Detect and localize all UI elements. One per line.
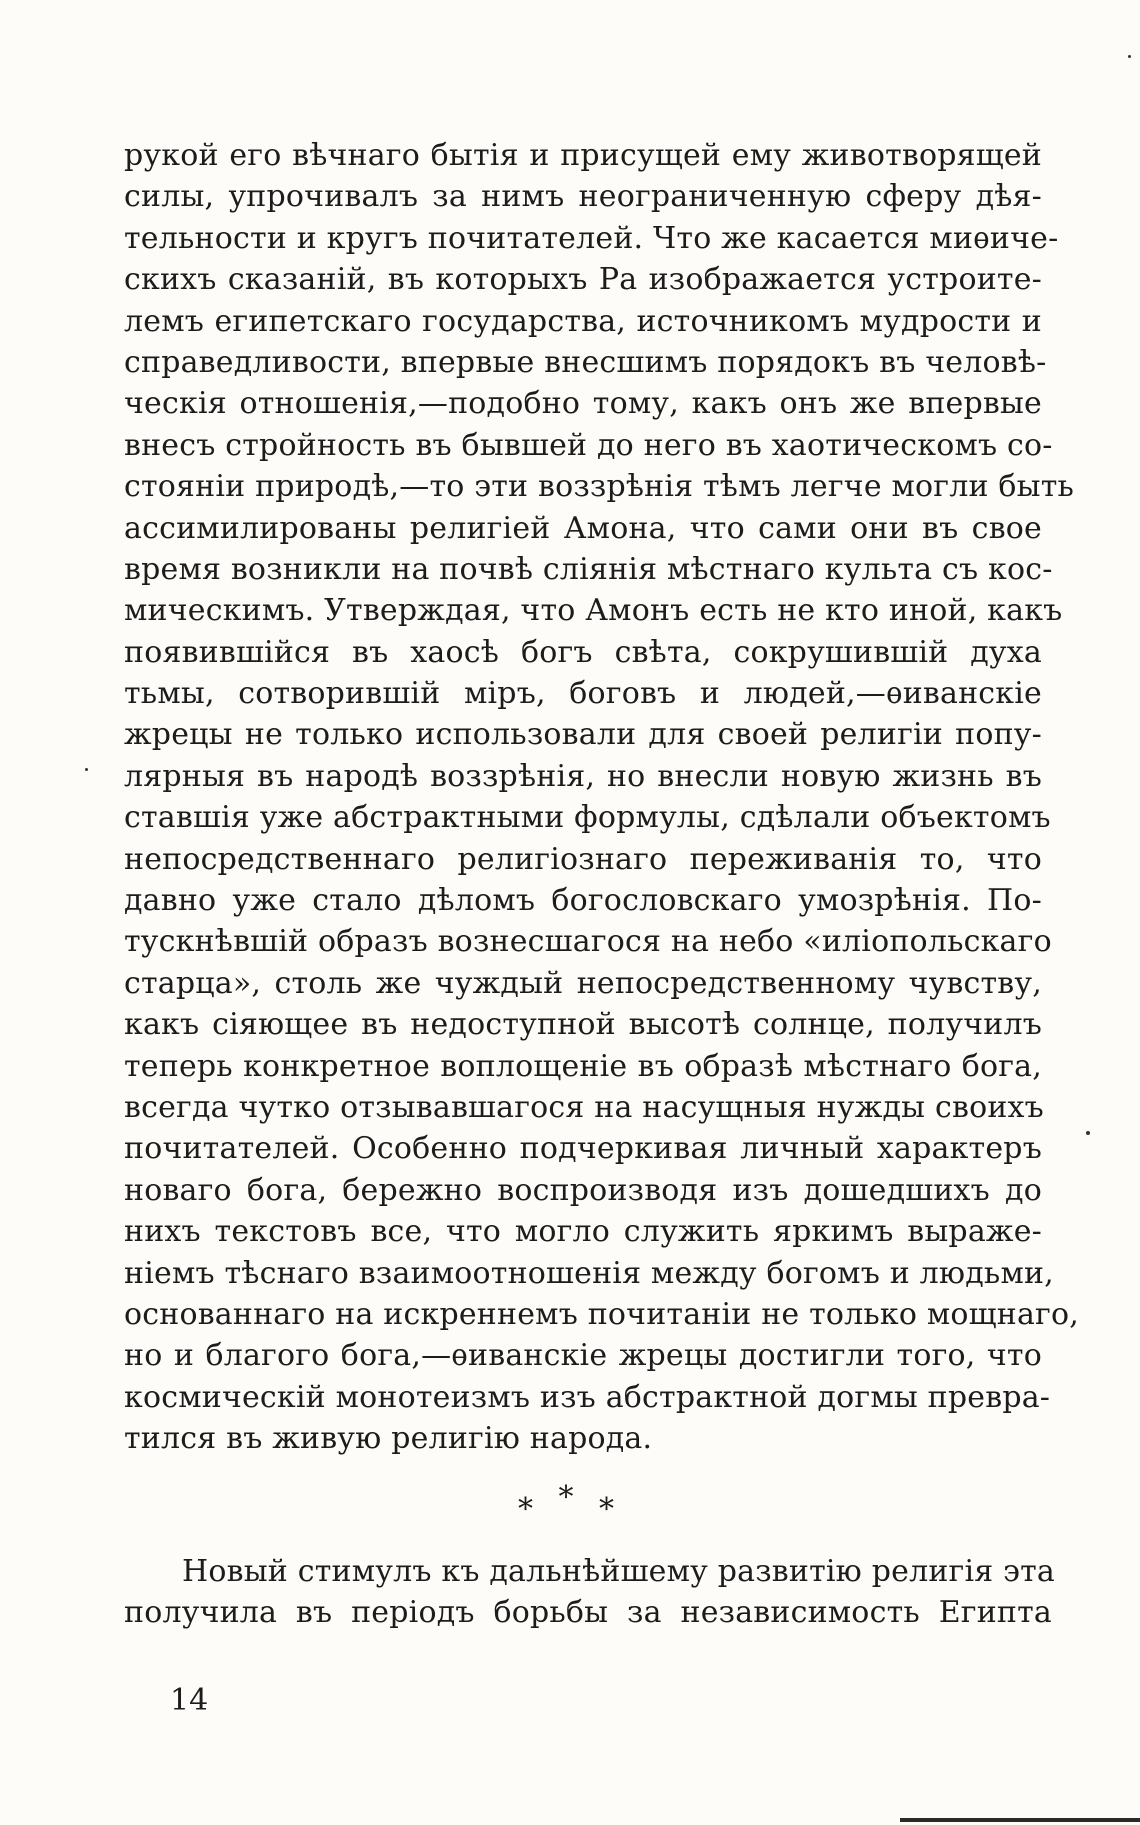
- text-line: мическимъ. Утверждая, что Амонъ есть не кто иной, какъ: [124, 593, 1063, 629]
- ink-speck: [1086, 1131, 1090, 1135]
- text-line: стояніи природѣ,—то эти воззрѣнія тѣмъ легче могли быть: [124, 469, 1075, 505]
- text-line: новаго бога, бережно воспроизводя изъ дошедшихъ до: [124, 1172, 1042, 1208]
- text-line: нихъ текстовъ все, что могло служить яркимъ выраже-: [124, 1214, 1042, 1250]
- text-line: ассимилированы религіей Амона, что сами они въ свое: [124, 510, 1042, 546]
- text-line: скихъ сказаній, въ которыхъ Ра изображается устроите-: [124, 262, 1042, 298]
- paragraph-1: [124, 135, 1079, 1460]
- asterisk-middle: *: [558, 1480, 582, 1515]
- text-line: космическій монотеизмъ изъ абстрактной догмы превра-: [124, 1379, 1051, 1415]
- text-line: давно уже стало дѣломъ богословскаго умозрѣнія. По-: [124, 883, 1042, 919]
- ink-speck: [85, 768, 88, 771]
- ink-speck: [1128, 55, 1131, 58]
- asterisk-left: *: [517, 1492, 541, 1527]
- text-line: какъ сіяющее въ недоступной высотѣ солнце, получилъ: [124, 1007, 1042, 1043]
- text-line: тился въ живую религію народа.: [124, 1421, 653, 1457]
- text-line: жрецы не только использовали для своей религіи попу-: [124, 717, 1042, 753]
- asterisk-right: *: [599, 1492, 623, 1527]
- text-line: время возникли на почвѣ сліянія мѣстнаго культа съ кос-: [124, 551, 1053, 587]
- text-line: тьмы, сотворившій міръ, боговъ и людей,—ѳиванскіе: [124, 676, 1042, 712]
- text-line: внесъ стройность въ бывшей до него въ хаотическомъ со-: [124, 427, 1053, 463]
- section-separator: [0, 1480, 1140, 1530]
- text-line: основаннаго на искреннемъ почитаніи не только мощнаго,: [124, 1296, 1079, 1332]
- text-line: получила въ періодъ борьбы за независимость Египта: [124, 1595, 1052, 1631]
- text-line: теперь конкретное воплощеніе въ образѣ мѣстнаго бога,: [124, 1048, 1042, 1084]
- text-line: рукой его вѣчнаго бытія и присущей ему животворящей: [124, 138, 1042, 173]
- text-line: лемъ египетскаго государства, источникомъ мудрости и: [124, 303, 1042, 339]
- text-line: всегда чутко отзывавшагося на насущныя нужды своихъ: [124, 1089, 1044, 1125]
- page-edge-shadow: [900, 1818, 1140, 1822]
- text-line: ставшія уже абстрактными формулы, сдѣлали объектомъ: [124, 800, 1051, 836]
- text-line: лярныя въ народѣ воззрѣнія, но внесли новую жизнь въ: [124, 758, 1042, 794]
- text-line: тельности и кругъ почитателей. Что же касается миѳиче-: [124, 220, 1059, 256]
- text-line: ніемъ тѣснаго взаимоотношенія между богомъ и людьми,: [124, 1255, 1054, 1291]
- text-line: ческія отношенія,—подобно тому, какъ онъ же впервые: [124, 386, 1042, 422]
- page-number: 14: [170, 1683, 209, 1718]
- paragraph-2: [124, 1551, 1056, 1634]
- text-line: непосредственнаго религіознаго переживанія то, что: [124, 841, 1042, 877]
- text-line: Новый стимулъ къ дальнѣйшему развитію религія эта: [182, 1554, 1056, 1589]
- text-line: появившійся въ хаосѣ богъ свѣта, сокрушившій духа: [124, 634, 1042, 670]
- text-line: справедливости, впервые внесшимъ порядокъ въ человѣ-: [124, 344, 1047, 380]
- text-line: старца», столь же чуждый непосредственному чувству,: [124, 965, 1042, 1001]
- text-line: но и благого бога,—ѳиванскіе жрецы достигли того, что: [124, 1338, 1042, 1374]
- text-line: силы, упрочивалъ за нимъ неограниченную сферу дѣя-: [124, 179, 1042, 215]
- text-line: почитателей. Особенно подчеркивая личный характеръ: [124, 1131, 1042, 1167]
- text-line: тускнѣвшій образъ вознесшагося на небо «иліопольскаго: [124, 924, 1052, 960]
